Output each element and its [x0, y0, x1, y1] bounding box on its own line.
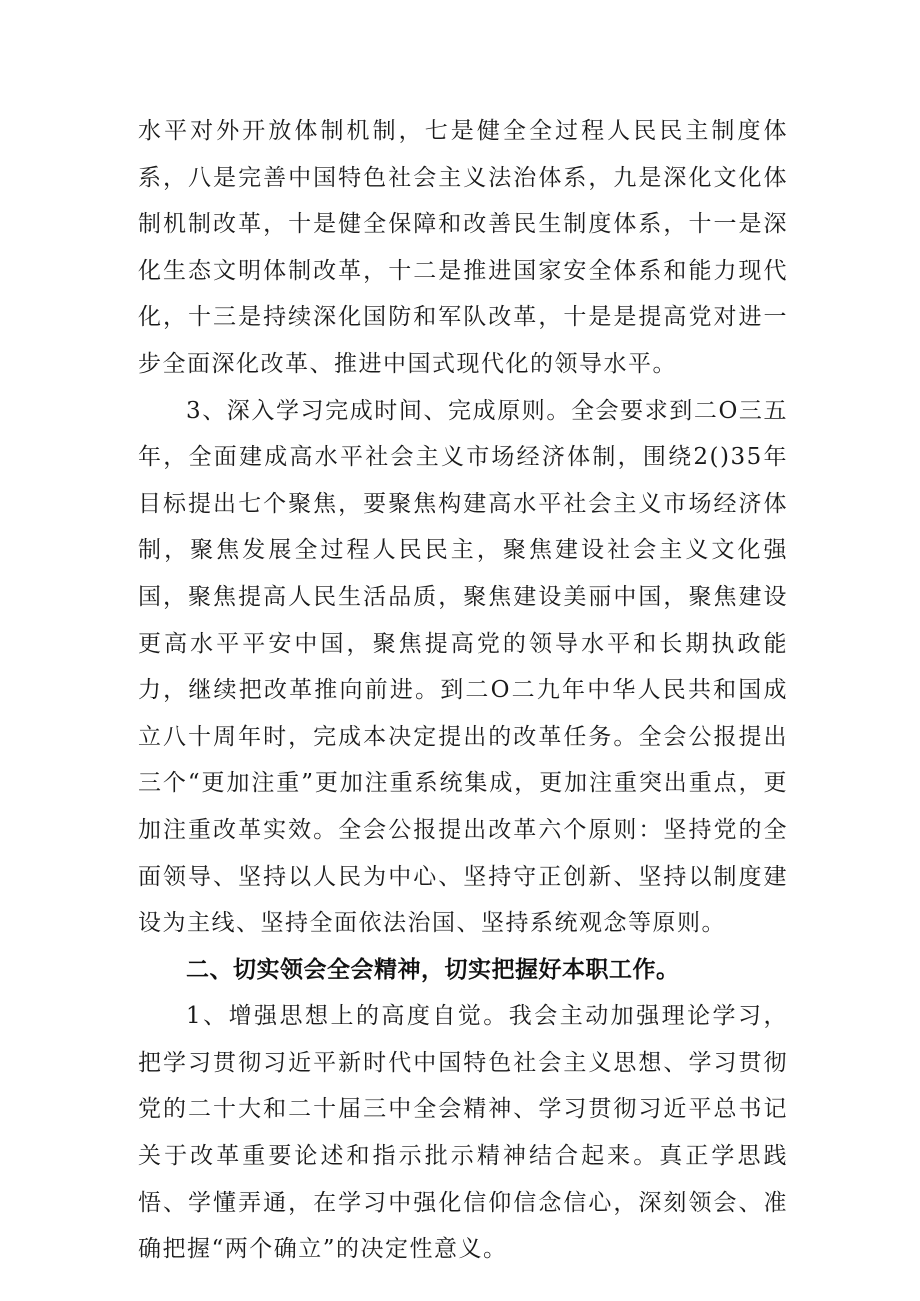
paragraph-continuation: 水平对外开放体制机制，七是健全全过程人民民主制度体系，八是完善中国特色社会主义法治体系，九是深化文化体制机制改革，十是健全保障和改善民生制度体系，十一是深化生态文明体制改革，十二是推进国家安全体系和能力现代化，十三是持续深化国防和军队改革，十是是提高党对进一步全面深化改革、推进中国式现代化的领导水平。: [138, 118, 788, 377]
section-heading: 二、切实领会全会精神，切实把握好本职工作。: [186, 956, 680, 983]
paragraph-point-1: 1、增强思想上的高度自觉。我会主动加强理论学习，把学习贯彻习近平新时代中国特色社会主义思想、学习贯彻党的二十大和二十届三中全会精神、学习贯彻习近平总书记关于改革重要论述和指示批示精神结合起来。真正学思践悟、学懂弄通，在学习中强化信仰信念信心，深刻领会、准确把握“两个确立”的决定性意义。: [138, 1003, 788, 1263]
document-body: [138, 108, 788, 1273]
paragraph-point-3: 3、深入学习完成时间、完成原则。全会要求到二O三五年，全面建成高水平社会主义市场经济体制，围绕2()35年目标提出七个聚焦，要聚焦构建高水平社会主义市场经济体制，聚焦发展全过程人民民主，聚焦建设社会主义文化强国，聚焦提高人民生活品质，聚焦建设美丽中国，聚焦建设更高水平平安中国，聚焦提高党的领导水平和长期执政能力，继续把改革推向前进。到二O二九年中华人民共和国成立八十周年时，完成本决定提出的改革任务。全会公报提出三个“更加注重”更加注重系统集成，更加注重突出重点，更加注重改革实效。全会公报提出改革六个原则：坚持党的全面领导、坚持以人民为中心、坚持守正创新、坚持以制度建设为主线、坚持全面依法治国、坚持系统观念等原则。: [138, 397, 788, 937]
